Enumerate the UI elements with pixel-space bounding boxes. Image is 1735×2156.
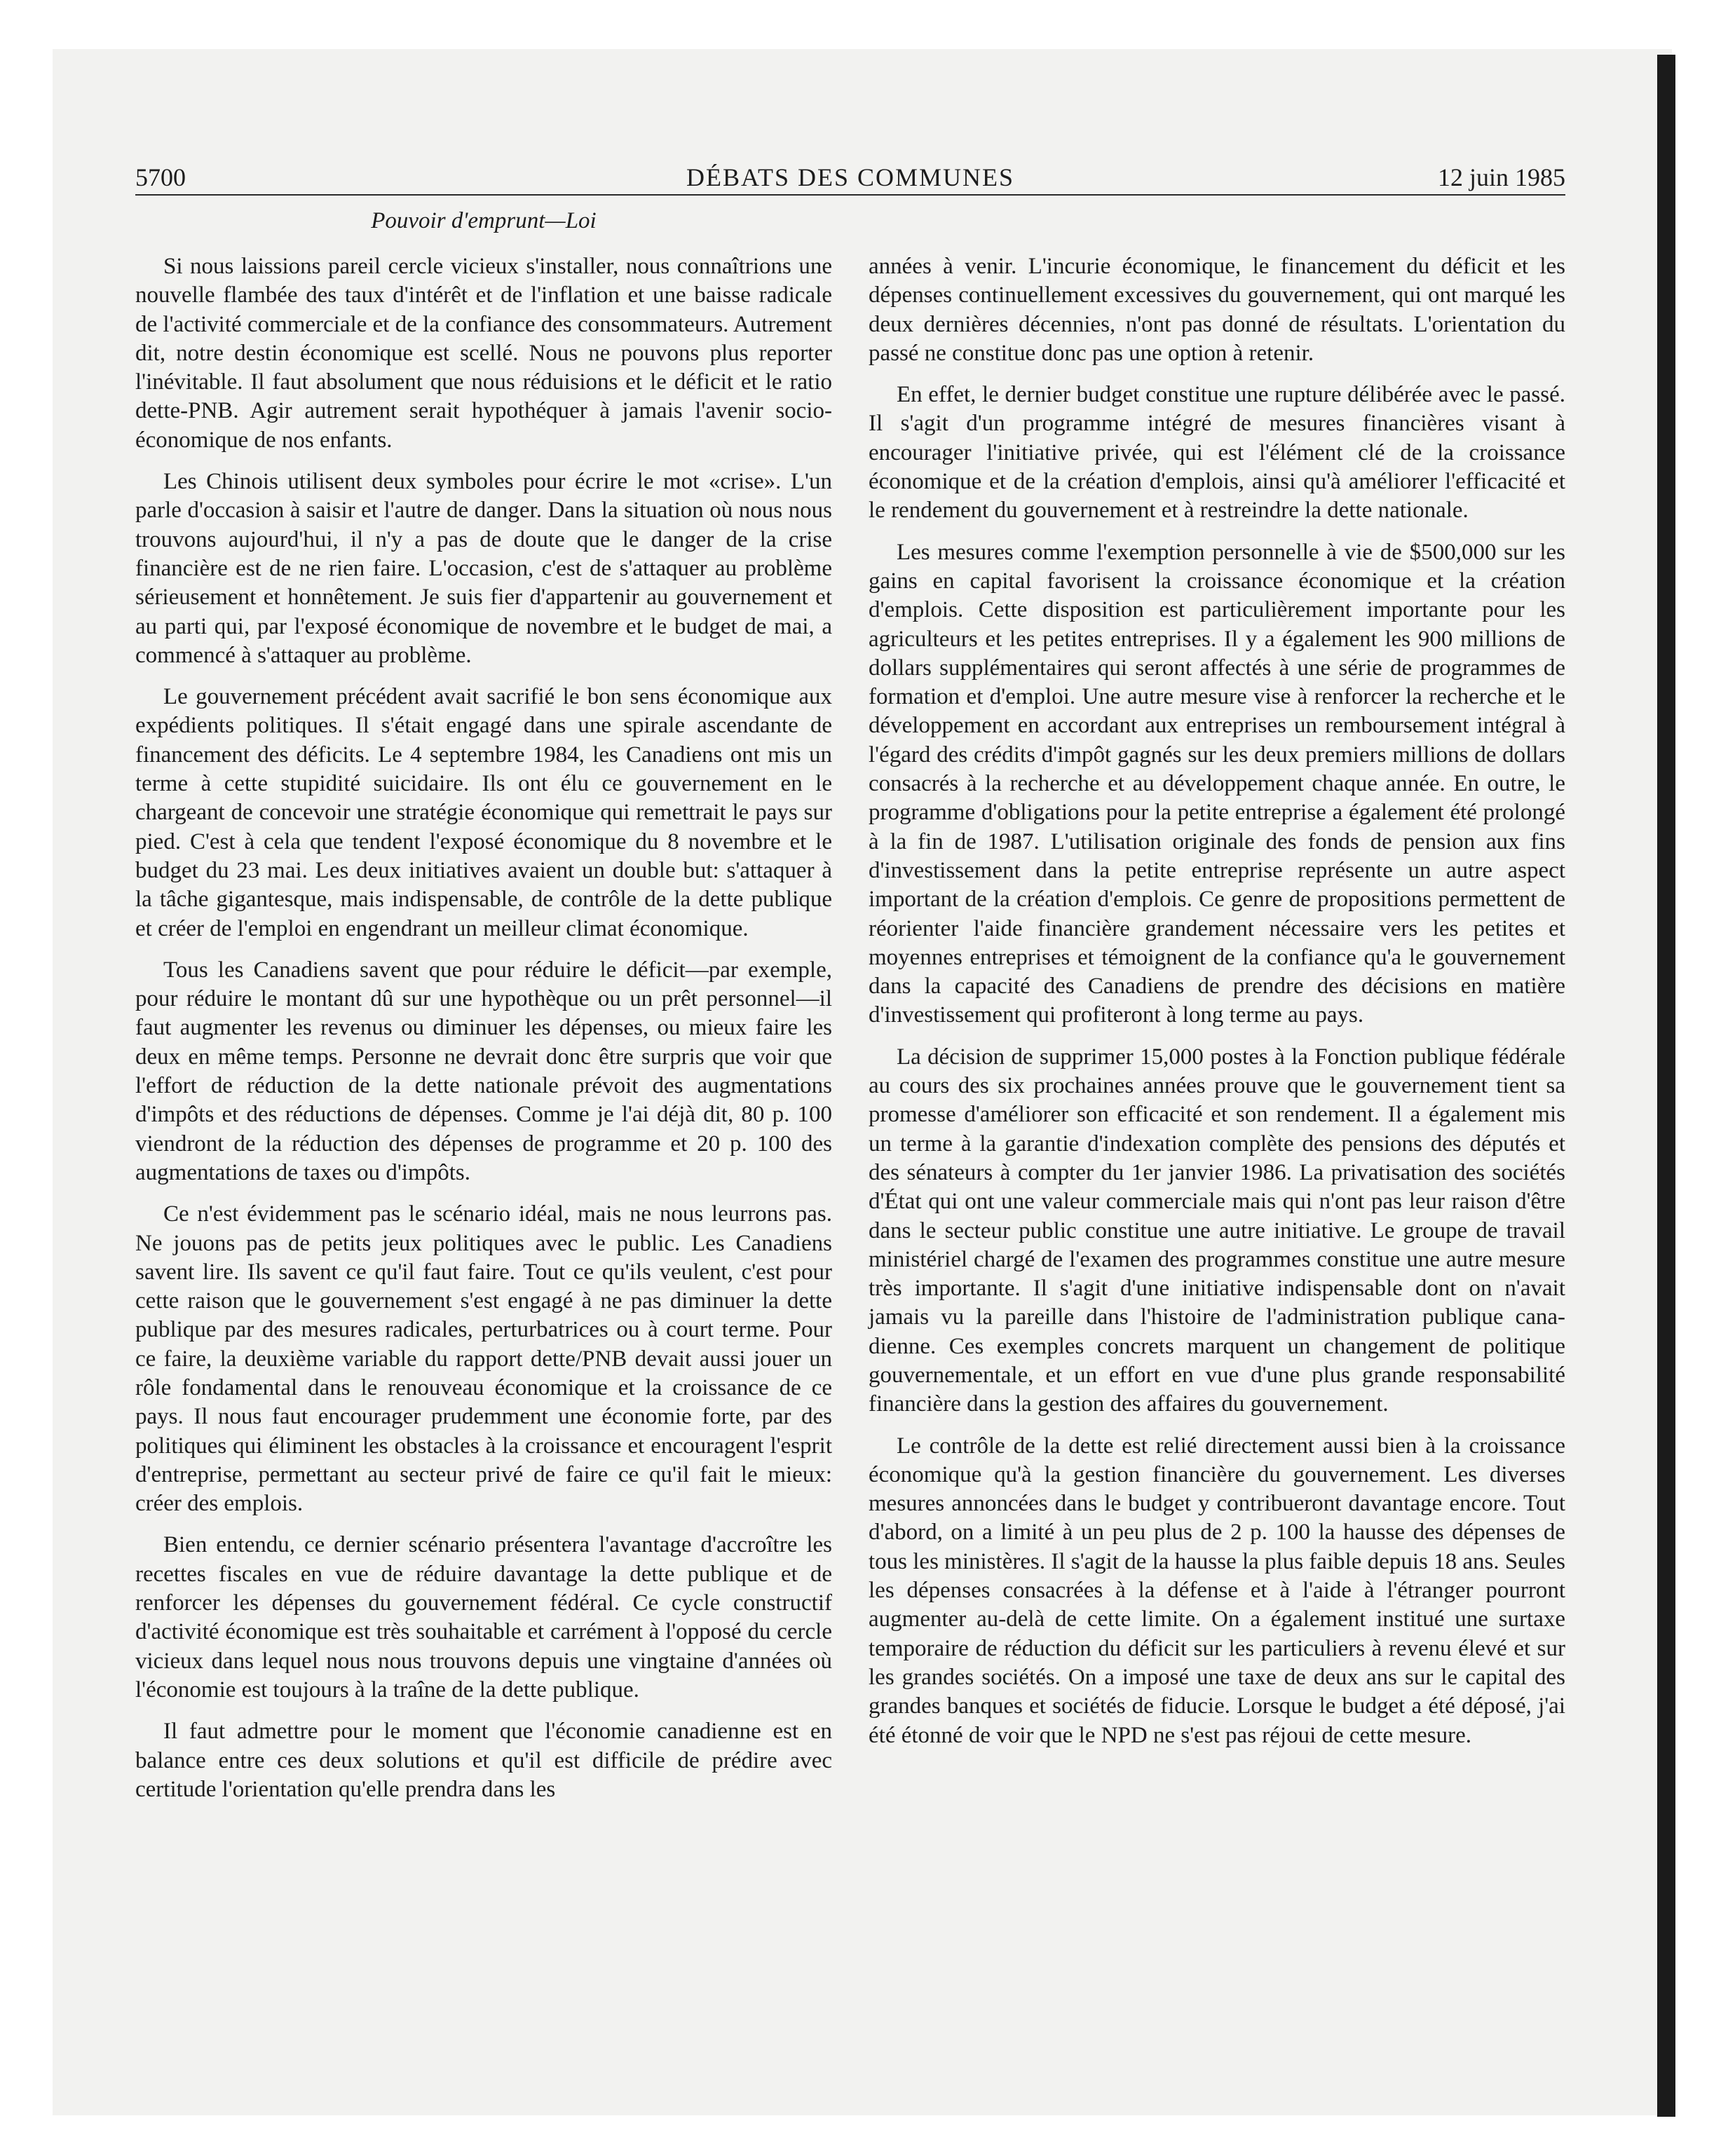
paragraph: Les Chinois utilisent deux symboles pour écrire le mot «crise». L'un parle d'occasion à saisir et l'autre de danger. Dans la situation où nous nous trouvons aujourd'hui, il n'y a pas de doute que le danger de la crise financière est de ne rien faire. L'occasion, c'est de s'attaquer au problème sérieusement et honnêtement. Je suis fier d'appartenir au gouvernement et au parti qui, par l'exposé économique de novembre et le budget de mai, a commencé à s'attaquer au problème. [135, 469, 832, 668]
page-number: 5700 [135, 163, 186, 191]
paragraph: La décision de supprimer 15,000 postes à la Fonction publique fédérale au cours des six prochaines années prouve que le gouvernement tient sa promesse d'améliorer son efficacité et son rendement. Il a également mis un terme à la garantie d'indexation complète des pensions des députés et des sénateurs à compter du 1er janvier 1986. La privatisation des sociétés d'État qui ont une valeur commerciale mais qui n'ont pas leur raison d'être dans le secteur public constitue une autre initiative. Le groupe de travail ministériel chargé de l'examen des programmes constitue une autre mesure très importante. Il s'agit d'une initiative indispensable dont on n'avait jamais vu la pareille dans l'histoire de l'administration publique canadienne. Ces exemples concrets marquent un changement de politique gouvernementale, et un effort en vue d'une plus grande responsabilité financière dans la gestion des affaires du gouvernement. [869, 1044, 1565, 1417]
right-column [869, 252, 1565, 1763]
publication-title: DÉBATS DES COMMUNES [686, 163, 1015, 191]
page-date: 12 juin 1985 [1437, 163, 1565, 191]
paragraph: Ce n'est évidemment pas le scénario idéal, mais ne nous leurrons pas. Ne jouons pas de petits jeux politiques avec le public. Les Canadiens savent lire. Ils savent ce qu'il faut faire. Tout ce qu'ils veulent, c'est pour cette raison que le gouvernement s'est engagé à ne pas diminuer la dette publique par des mesures radicales, perturbatrices ou à court terme. Pour ce faire, la deuxième variable du rapport dette/PNB devait aussi jouer un rôle fondamental dans le renouveau économique et la croissance de ce pays. Il nous faut encourager prudemment une économie forte, par des politiques qui éliminent les obstacles à la croissance et encouragent l'esprit d'entreprise, permettant au secteur privé de faire ce qu'il fait le mieux: créer des emplois. [135, 1201, 832, 1517]
paragraph: Si nous laissions pareil cercle vicieux s'installer, nous connaîtrions une nouvelle flambée des taux d'intérêt et de l'inflation et une baisse radicale de l'activité commerciale et de la confiance des consommateurs. Autrement dit, notre destin économique est scellé. Nous ne pouvons plus reporter l'inévitable. Il faut absolument que nous réduisions et le déficit et le ratio dette-PNB. Agir autrement serait hypothéquer à jamais l'avenir socio-économique de nos enfants. [135, 254, 832, 453]
paragraph: En effet, le dernier budget constitue une rupture délibérée avec le passé. Il s'agit d'un programme intégré de mesures financières visant à encourager l'initiative privée, qui est l'élément clé de la croissance économique et de la création d'emplois, ainsi qu'à améliorer l'efficacité et le rendement du gouvernement et à restreindre la dette nationale. [869, 382, 1565, 524]
paragraph: Bien entendu, ce dernier scénario présentera l'avantage d'accroître les recettes fiscales en vue de réduire davantage la dette publique et de renforcer les dépenses du gouvernement fédéral. Ce cycle constructif d'activité économique est très souhaitable et carrément à l'opposé du cercle vicieux dans lequel nous nous trouvons depuis une vingtaine d'années où l'économie est toujours à la traîne de la dette publique. [135, 1532, 832, 1703]
scan-edge-shadow [1657, 55, 1675, 2117]
page-header [135, 163, 1565, 198]
paragraph: Les mesures comme l'exemption personnelle à vie de $500,000 sur les gains en capital favorisent la croissance économique et la création d'emplois. Cette disposition est particulièrement importante pour les agriculteurs et les petites entreprises. Il y a également les 900 millions de dollars supplémentaires qui seront affectés à une série de programmes de formation et d'emploi. Une autre mesure vise à renforcer la recherche et le développement en accordant aux entreprises un remboursement intégral à l'égard des crédits d'impôt gagnés sur les deux premiers millions de dollars consacrés à la recherche et au développement chaque année. En outre, le programme d'obligations pour la petite entreprise a également été prolongé à la fin de 1987. L'utilisation originale des fonds de pension aux fins d'investissement dans la petite entreprise représente un autre aspect important de la création d'emplois. Ce genre de propositions permettent de réorienter l'aide financière grandement nécessaire vers les petites et moyennes entreprises et témoignent de la confiance qu'a le gouvernement dans la capacité des Canadiens de prendre des décisions en matière d'investissement qui profiteront à long terme au pays. [869, 539, 1565, 1028]
header-rule [135, 194, 1565, 196]
running-head: Pouvoir d'emprunt—Loi [371, 208, 597, 233]
paragraph: Le gouvernement précédent avait sacrifié le bon sens économique aux expédients politiques. Il s'était engagé dans une spirale ascendante de financement des déficits. Le 4 septembre 1984, les Canadiens ont mis un terme à cette stupidité suicidaire. Ils ont élu ce gouvernement en le chargeant de concevoir une stratégie économique qui remettrait le pays sur pied. C'est à cela que tendent l'exposé économique du 8 novembre et le budget du 23 mai. Les deux initiatives avaient un double but: s'attaquer à la tâche gigantesque, mais indispensable, de contrôle de la dette publique et créer de l'emploi en engendrant un meilleur climat économique. [135, 684, 832, 941]
paragraph: Le contrôle de la dette est relié directement aussi bien à la croissance économique qu'à la gestion financière du gouvernement. Les diverses mesures annoncées dans le budget y contribueront davantage encore. Tout d'abord, on a limité à un peu plus de 2 p. 100 la hausse des dépenses de tous les ministères. Il s'agit de la hausse la plus faible depuis 18 ans. Seules les dépenses consacrées à la défense et à l'aide à l'étranger pourront augmenter au-delà de cette limite. On a également institué une surtaxe temporaire de réduction du déficit sur les particuliers à revenu élevé et sur les grandes sociétés. On a imposé une taxe de deux ans sur le capital des grandes banques et sociétés de fiducie. Lorsque le budget a été déposé, j'ai été étonné de voir que le NPD ne s'est pas réjoui de cette mesure. [869, 1433, 1565, 1748]
paragraph-continued: années à venir. L'incurie économique, le financement du déficit et les dépenses continuellement excessives du gouvernement, qui ont marqué les deux dernières décennies, n'ont pas donné de résultats. L'orientation du passé ne constitue donc pas une option à retenir. [869, 254, 1565, 366]
paragraph: Tous les Canadiens savent que pour réduire le déficit—par exemple, pour réduire le montant dû sur une hypothèque ou un prêt personnel—il faut augmenter les revenus ou diminuer les dépenses, ou mieux faire les deux en même temps. Personne ne devrait donc être surpris que voir que l'effort de réduction de la dette nationale prévoit des augmentations d'impôts et des réductions de dépenses. Comme je l'ai déjà dit, 80 p. 100 viendront de la réduction des dépenses de programme et 20 p. 100 des augmentations de taxes ou d'impôts. [135, 957, 832, 1185]
paragraph: Il faut admettre pour le moment que l'économie canadienne est en balance entre ces deux solutions et qu'il est difficile de prédire avec certitude l'orientation qu'elle prendra dans les [135, 1719, 832, 1802]
left-column [135, 252, 832, 1817]
